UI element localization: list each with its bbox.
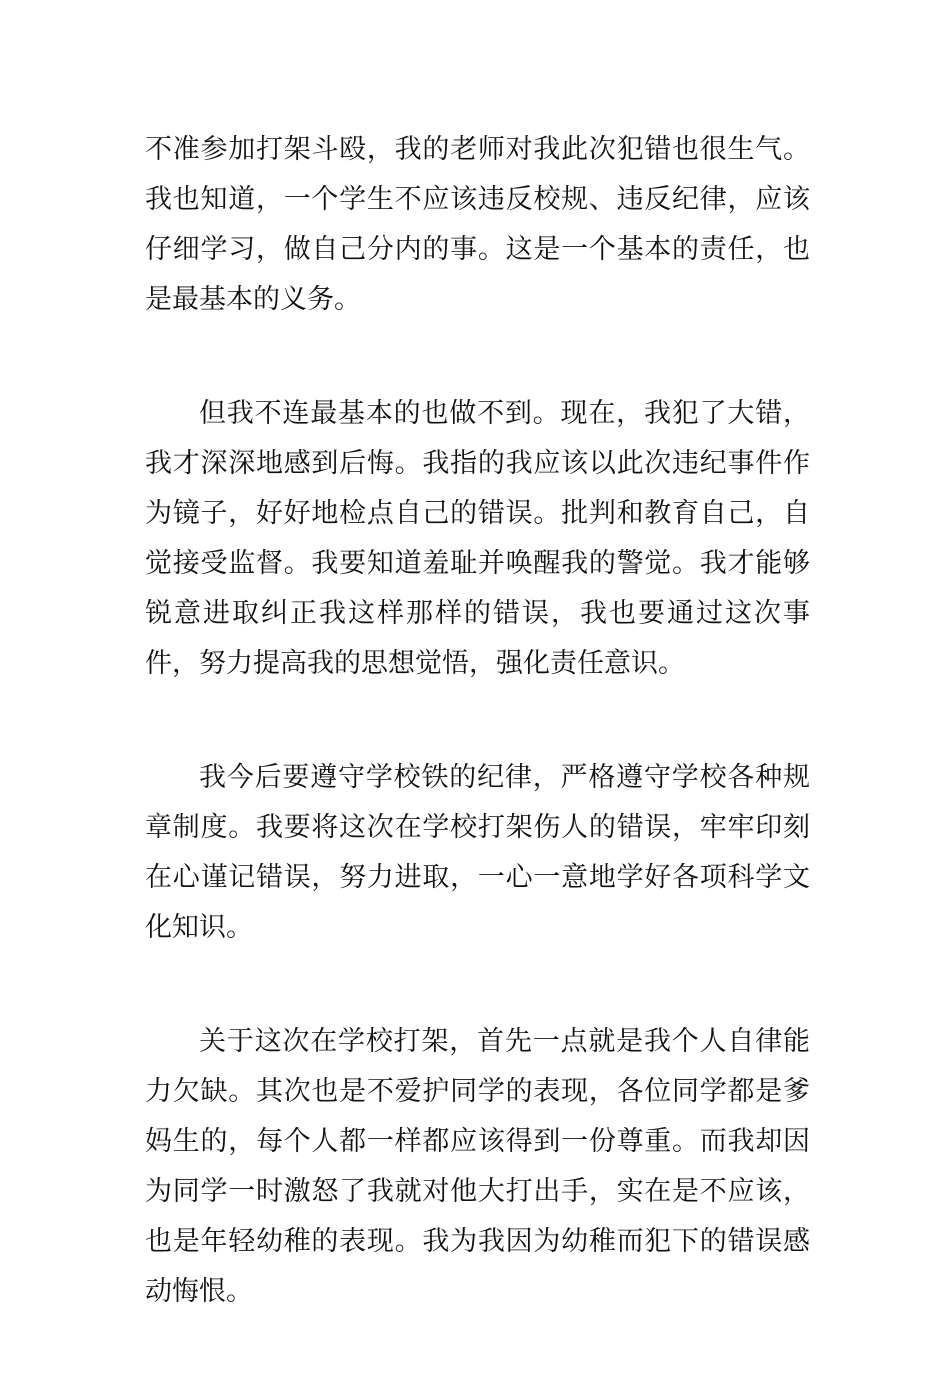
paragraph-4: 关于这次在学校打架，首先一点就是我个人自律能力欠缺。其次也是不爱护同学的表现，各位同学都是爹妈生的，每个人都一样都应该得到一份尊重。而我却因为同学一时激怒了我就对他大打出手，实在是不应该，也是年轻幼稚的表现。我为我因为幼稚而犯下的错误感动悔恨。 [145,1026,810,1307]
paragraph-1: 不准参加打架斗殴，我的老师对我此次犯错也很生气。我也知道，一个学生不应该违反校规、违反纪律，应该仔细学习，做自己分内的事。这是一个基本的责任，也是最基本的义务。 [145,134,810,315]
paragraph-2: 但我不连最基本的也做不到。现在，我犯了大错，我才深深地感到后悔。我指的我应该以此次违纪事件作为镜子，好好地检点自己的错误。批判和教育自己，自觉接受监督。我要知道羞耻并唤醒我的警觉。我才能够锐意进取纠正我这样那样的错误，我也要通过这次事件，努力提高我的思想觉悟，强化责任意识。 [145,398,810,679]
document-body [145,125,810,1381]
paragraph-3: 我今后要遵守学校铁的纪律，严格遵守学校各种规章制度。我要将这次在学校打架伤人的错误，牢牢印刻在心谨记错误，努力进取，一心一意地学好各项科学文化知识。 [145,762,810,943]
